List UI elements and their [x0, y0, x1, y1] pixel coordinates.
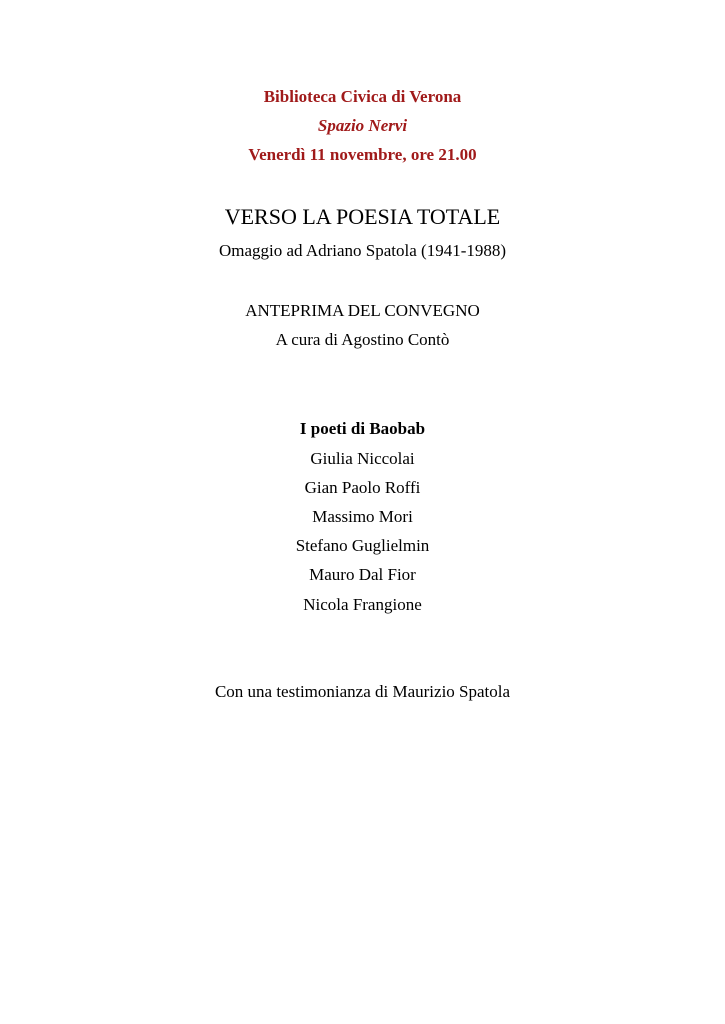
poet-name: Massimo Mori: [312, 507, 413, 526]
event-title: VERSO LA POESIA TOTALE: [224, 204, 501, 229]
testimony-line: Con una testimonianza di Maurizio Spatola: [214, 682, 511, 701]
poet-name: Stefano Guglielmin: [295, 536, 430, 555]
poet-name: Gian Paolo Roffi: [304, 478, 421, 497]
curator-line: A cura di Agostino Contò: [275, 330, 450, 349]
poet-name: Nicola Frangione: [303, 595, 422, 614]
preview-label: ANTEPRIMA DEL CONVEGNO: [245, 301, 480, 320]
poet-name: Mauro Dal Fior: [309, 565, 416, 584]
venue-space: Spazio Nervi: [317, 116, 408, 135]
poet-name: Giulia Niccolai: [310, 449, 415, 468]
poets-heading: I poeti di Baobab: [299, 419, 426, 438]
venue-name: Biblioteca Civica di Verona: [263, 87, 462, 106]
event-datetime: Venerdì 11 novembre, ore 21.00: [248, 145, 477, 164]
event-subtitle: Omaggio ad Adriano Spatola (1941-1988): [218, 241, 507, 260]
